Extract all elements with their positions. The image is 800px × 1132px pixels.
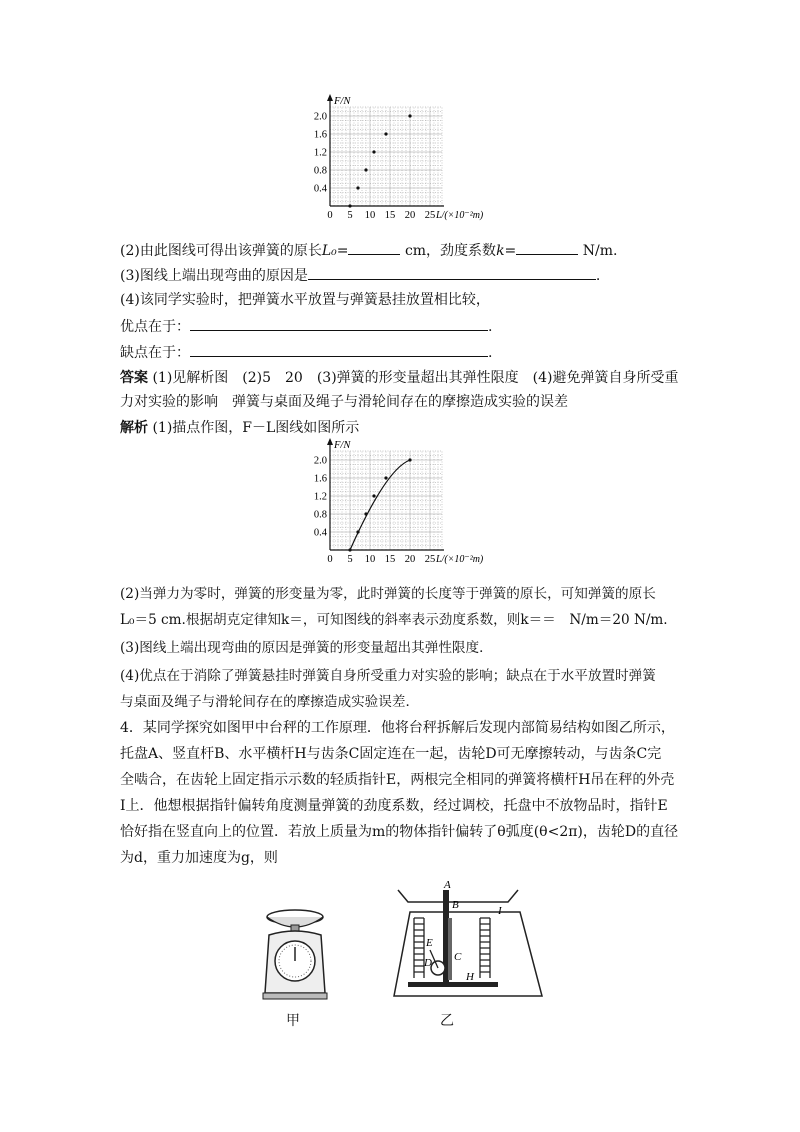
label-A: A (444, 880, 451, 891)
x-tick-label: 25 (424, 210, 436, 221)
problem4-line4: I上．他想根据指针偏转角度测量弹簧的劲度系数，经过调校，托盘中不放物品时，指针E (120, 798, 668, 814)
x-axis-label: L/(×10⁻²m) (436, 210, 484, 221)
x-tick-label: 15 (384, 210, 396, 221)
problem4-line3: 全啮合，在齿轮上固定指示示数的轻质指针E，两根完全相同的弹簧将横杆H吊在秤的外壳 (120, 772, 675, 788)
analysis-p4-line2: 与桌面及绳子与滑轮间存在的摩擦造成实验误差． (120, 694, 420, 710)
y-tick-label: 1.2 (313, 491, 327, 503)
caption-yi: 乙 (440, 1013, 454, 1029)
q3-text: (3)图线上端出现弯曲的原因是 (120, 268, 308, 284)
analysis-line-1 (120, 418, 359, 438)
data-point (356, 186, 359, 189)
q4-dis-end: . (488, 345, 493, 361)
label-B: B (452, 899, 459, 911)
x-tick-label: 5 (347, 210, 353, 221)
label-C: C (454, 951, 462, 963)
question-4: (4)该同学实验时，把弹簧水平放置与弹簧悬挂放置相比较， (120, 292, 490, 308)
x-tick-label: 20 (404, 554, 416, 565)
question-2 (120, 240, 617, 261)
q3-blank[interactable] (308, 265, 596, 280)
answer-text-1: (1)见解析图 (2)5 20 (3)弹簧的形变量超出其弹性限度 (4)避免弹簧自身所受重 (152, 370, 679, 386)
data-point (408, 458, 411, 461)
q2-text: (2)由此图线可得出该弹簧的原长 (120, 243, 322, 259)
grid (330, 451, 442, 550)
label-E: E (426, 937, 433, 949)
y-tick-label: 0.8 (313, 165, 327, 177)
analysis-p2-line2: L₀＝5 cm.根据胡克定律知k＝，可知图线的斜率表示劲度系数，则k＝＝ N/m＝20 N/m. (120, 612, 668, 628)
data-point (364, 512, 367, 515)
data-point (408, 114, 411, 117)
analysis-p3: (3)图线上端出现弯曲的原因是弹簧的形变量超出其弹性限度． (120, 640, 493, 656)
y-tick-label: 0.4 (313, 527, 327, 539)
x-tick-label: 10 (364, 554, 376, 565)
label-D: D (424, 957, 432, 969)
x-tick-label: 20 (404, 210, 416, 221)
q2-blank-L0[interactable] (348, 240, 400, 255)
x-tick-label: 10 (364, 210, 376, 221)
y-axis-label: F/N (334, 440, 351, 451)
analysis-p2-line1: (2)当弹力为零时，弹簧的形变量为零，此时弹簧的长度等于弹簧的原长，可知弹簧的原长 (120, 586, 656, 602)
analysis-label: 解析 (120, 420, 148, 436)
x-tick-label: 0 (327, 554, 333, 565)
q4-dis-label: 缺点在于： (120, 345, 190, 361)
data-point (364, 168, 367, 171)
question-4-advantage (120, 316, 492, 337)
scale-figure-yi (390, 880, 550, 1008)
y-axis-arrow (327, 438, 333, 445)
answer-label: 答案 (120, 370, 148, 386)
q4-adv-blank[interactable] (190, 316, 488, 331)
q4-adv-end: . (488, 319, 493, 335)
q2-blank-k[interactable] (516, 240, 578, 255)
scale-figure-jia (255, 905, 335, 1005)
y-tick-label: 1.6 (313, 473, 327, 485)
caption-jia: 甲 (286, 1013, 300, 1029)
y-tick-label: 1.2 (313, 147, 327, 159)
y-tick-label: 0.4 (313, 183, 327, 195)
y-tick-label: 2.0 (313, 111, 327, 123)
q3-end: . (595, 268, 601, 284)
data-point (348, 548, 351, 551)
problem4-line1: 4．某同学探究如图甲中台秤的工作原理．他将台秤拆解后发现内部简易结构如图乙所示， (120, 720, 675, 736)
question-3 (120, 265, 600, 286)
spring-chart-data-points (300, 92, 500, 230)
question-4-disadvantage (120, 342, 492, 363)
data-point (372, 150, 375, 153)
data-point (384, 476, 387, 479)
y-axis-arrow (327, 94, 333, 101)
y-tick-label: 0.8 (313, 509, 327, 521)
data-point (348, 204, 351, 207)
q4-adv-label: 优点在于： (120, 319, 190, 335)
x-tick-label: 5 (347, 554, 353, 565)
q2-L0-label: L₀= (321, 243, 349, 259)
q2-unit2: N/m. (582, 243, 618, 259)
data-point (372, 494, 375, 497)
y-tick-label: 2.0 (313, 455, 327, 467)
answer-line-1 (120, 368, 679, 388)
label-I: I (498, 905, 502, 917)
data-point (384, 132, 387, 135)
data-point (356, 530, 359, 533)
answer-line-2: 力对实验的影响 弹簧与桌面及绳子与滑轮间存在的摩擦造成实验的误差 (120, 394, 568, 410)
analysis-p4-line1: (4)优点在于消除了弹簧悬挂时弹簧自身所受重力对实验的影响；缺点在于水平放置时弹簧 (120, 668, 656, 684)
q2-k-label: k= (496, 243, 517, 259)
spring-chart-fitted-line (300, 436, 500, 574)
q2-unit1: cm，劲度系数 (404, 243, 497, 259)
grid (330, 107, 442, 206)
problem4-line2: 托盘A、竖直杆B、水平横杆H与齿条C固定连在一起，齿轮D可无摩擦转动，与齿条C完 (120, 746, 662, 762)
y-axis-label: F/N (334, 96, 351, 107)
label-H: H (466, 971, 474, 983)
y-tick-label: 1.6 (313, 129, 327, 141)
x-tick-label: 0 (327, 210, 333, 221)
problem4-line6: 为d，重力加速度为g，则 (120, 850, 278, 866)
q4-dis-blank[interactable] (190, 342, 488, 357)
x-axis-label: L/(×10⁻²m) (436, 554, 484, 565)
problem4-line5: 恰好指在竖直向上的位置．若放上质量为m的物体指针偏转了θ弧度(θ<2π)，齿轮D的直径 (120, 824, 679, 840)
x-tick-label: 15 (384, 554, 396, 565)
x-tick-label: 25 (424, 554, 436, 565)
analysis-text-1: (1)描点作图，F－L图线如图所示 (152, 420, 360, 436)
